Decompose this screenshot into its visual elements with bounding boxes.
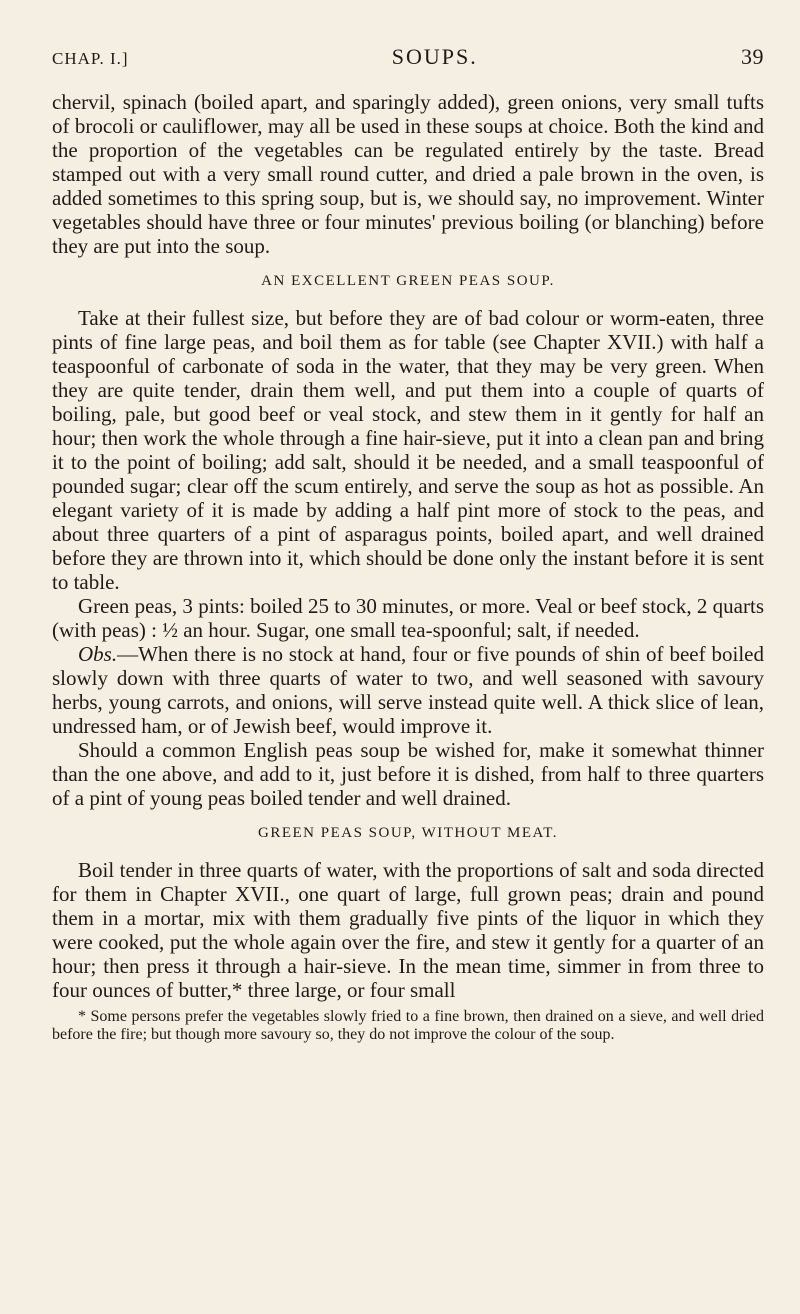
chapter-marker: CHAP. I.] xyxy=(52,49,129,68)
recipe-summary: Green peas, 3 pints: boiled 25 to 30 minutes, or more. Veal or beef stock, 2 quarts (with peas) : ½ an hour. Sugar, one small tea-spoonful; salt, if needed. xyxy=(52,594,764,642)
footnote-text: * Some persons prefer the vegetables slowly fried to a fine brown, then drained on a sieve, and well dried before the fire; but though more savoury so, they do not improve the colour of the soup. xyxy=(52,1008,764,1043)
recipe-observation xyxy=(52,642,764,738)
running-head xyxy=(52,44,764,90)
page-number: 39 xyxy=(741,44,764,69)
recipe-paragraph: Boil tender in three quarts of water, with the proportions of salt and soda directed for them in Chapter XVII., one quart of large, full grown peas; drain and pound them in a mortar, mix with them gradually five pints of the liquor in which they were cooked, put the whole again over the fire, and stew it gently for a quarter of an hour; then press it through a hair-sieve. In the mean time, simmer in from three to four ounces of butter,* three large, or four small xyxy=(52,858,764,1002)
section-heading-green-peas-soup: AN EXCELLENT GREEN PEAS SOUP. xyxy=(261,273,555,289)
obs-label: Obs. xyxy=(78,642,118,666)
footnote xyxy=(52,1008,764,1044)
recipe-paragraph: Take at their fullest size, but before they are of bad colour or worm-eaten, three pints of fine large peas, and boil them as for table (see Chapter XVII.) with half a teaspoonful of carbonate of soda in the water, that they may be very green. When they are quite tender, drain them well, and put them into a couple of quarts of boiling, pale, but good beef or veal stock, and stew them in it gently for half an hour; then work the whole through a fine hair-sieve, put it into a clean pan and bring it to the point of boiling; add salt, should it be needed, and a small teaspoonful of pounded sugar; clear off the scum entirely, and serve the soup as hot as possible. An elegant variety of it is made by adding a half pint more of stock to the peas, and about three quarters of a pint of asparagus points, boiled apart, and well drained before they are thrown into it, which should be done only the instant before it is sent to table. xyxy=(52,306,764,594)
obs-text: —When there is no stock at hand, four or five pounds of shin of beef boiled slowly down with three quarts of water to two, and well seasoned with savoury herbs, young carrots, and onions, will serve instead quite well. A thick slice of lean, undressed ham, or of Jewish beef, would improve it. xyxy=(52,642,764,738)
section-heading-without-meat: GREEN PEAS SOUP, WITHOUT MEAT. xyxy=(257,825,558,841)
running-title: SOUPS. xyxy=(391,44,478,69)
recipe-without-meat xyxy=(52,858,764,1002)
intro-text xyxy=(52,90,764,258)
intro-paragraph: chervil, spinach (boiled apart, and sparingly added), green onions, very small tufts of brocoli or cauliflower, may all be used in these soups at choice. Both the kind and the proportion of the vegetables can be regulated entirely by the taste. Bread stamped out with a very small round cutter, and dried a pale brown in the oven, is added sometimes to this spring soup, but is, we should say, no improvement. Winter vegetables should have three or four minutes' previous boiling (or blanching) before they are put into the soup. xyxy=(52,90,764,258)
book-page xyxy=(52,44,764,1044)
recipe-green-peas-soup xyxy=(52,306,764,810)
recipe-variation: Should a common English peas soup be wished for, make it somewhat thinner than the one above, and add to it, just before it is dished, from half to three quarters of a pint of young peas boiled tender and well drained. xyxy=(52,738,764,810)
